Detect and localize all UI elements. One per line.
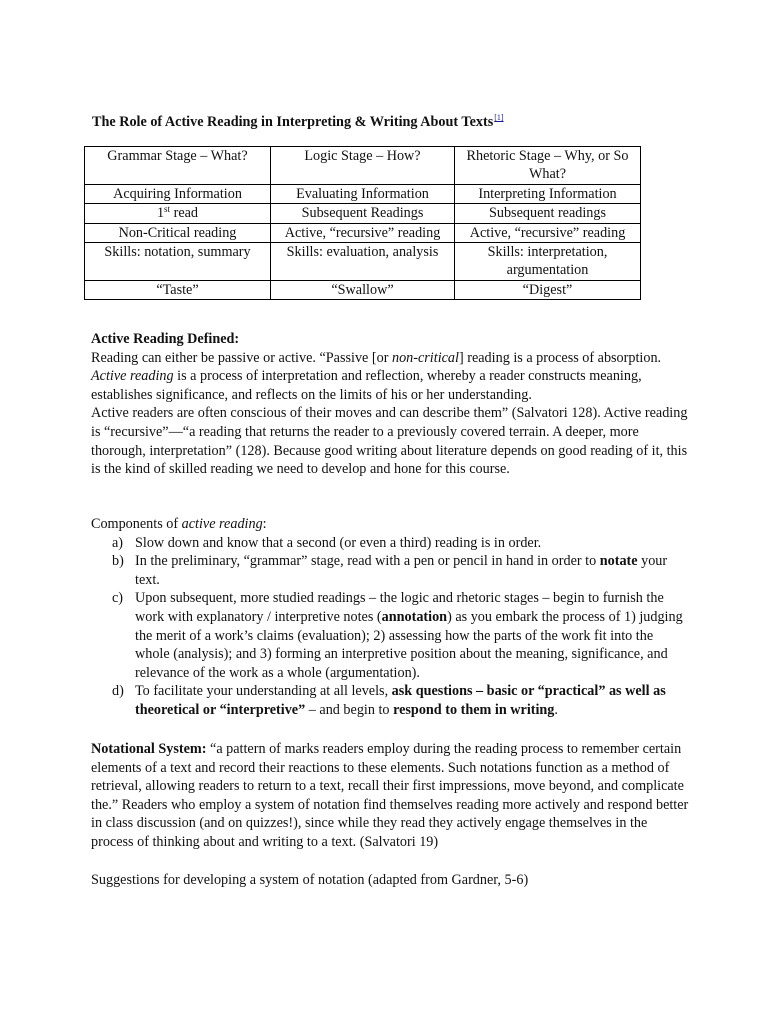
table-cell: Subsequent Readings xyxy=(271,204,455,223)
list-marker: b) xyxy=(112,553,124,570)
components-section xyxy=(91,515,691,720)
table-cell: Interpreting Information xyxy=(455,184,641,203)
text-run: is a process of interpretation and reflection, whereby a reader constructs meaning, establishes significance, and reflects on the limits of his or her understanding. xyxy=(91,368,642,403)
text-run: notate xyxy=(599,553,638,570)
text-run: . xyxy=(554,701,558,718)
first-read-superscript: st xyxy=(164,204,171,215)
table-row xyxy=(85,147,641,185)
table-cell: Skills: interpretation, argumentation xyxy=(455,243,641,281)
notation-section xyxy=(91,740,691,852)
table-row xyxy=(85,280,641,299)
list-marker: a) xyxy=(112,534,124,551)
table-cell: Logic Stage – How? xyxy=(271,147,455,185)
active-reading-section xyxy=(91,330,691,479)
table-cell: Active, “recursive” reading xyxy=(271,223,455,242)
document-title xyxy=(92,109,504,132)
text-run: : xyxy=(262,516,267,532)
table-cell: Acquiring Information xyxy=(85,184,271,203)
title-text: The Role of Active Reading in Interpreting & Writing About Texts xyxy=(92,114,494,130)
table-cell: Rhetoric Stage – Why, or So What? xyxy=(455,147,641,185)
section-heading: Active Reading Defined: xyxy=(91,331,240,347)
list-marker: c) xyxy=(112,590,124,607)
text-run: In the preliminary, “grammar” stage, read with a pen or pencil in hand in order to xyxy=(135,553,600,570)
text-run: “a pattern of marks readers employ during the reading process to remember certain elements of a text and record their reactions to these elements. Such notations function as a method of retrieval, allowing readers to return to a text, recall their first impressions, move beyond, and complicate the.” Readers who employ a system of notation find themselves reading more actively and respond better in class discussion (and on quizzes!), since while they read they actively engage themselves in the process of thinking about and writing to a text. (Salvatori 19) xyxy=(91,741,689,850)
text-run: ) as you embark the process of 1) judging the merit of a work’s claims (evaluation); 2) assessing how the parts of the work fit into the whole (analysis); and 3) forming an interpretive position about the meaning, significance, and relevance of the work as a whole (argumentation). xyxy=(135,608,683,681)
table-cell: Active, “recursive” reading xyxy=(455,223,641,242)
text-run: ask questions – basic or “practical” as well as theoretical or “interpretive” xyxy=(135,683,666,718)
list-item xyxy=(91,534,691,553)
text-run: annotation xyxy=(381,608,448,625)
table-cell: “Digest” xyxy=(455,280,641,299)
text-run: Upon subsequent, more studied readings – the logic and rhetoric stages – begin to furnish the work with explanatory / interpretive notes ( xyxy=(135,590,664,625)
table-cell xyxy=(85,204,271,223)
paragraph: Suggestions for developing a system of notation (adapted from Gardner, 5-6) xyxy=(91,872,529,888)
list-item xyxy=(91,552,691,589)
text-run: Slow down and know that a second (or even a third) reading is in order. xyxy=(135,534,542,551)
table-cell: Evaluating Information xyxy=(271,184,455,203)
text-run: your text. xyxy=(135,553,668,588)
paragraph xyxy=(91,740,691,852)
table-cell: “Swallow” xyxy=(271,280,455,299)
text-run: respond to them in writing xyxy=(393,701,555,718)
text-run: Active reading xyxy=(91,368,174,385)
list-item xyxy=(91,589,691,682)
table-cell: “Taste” xyxy=(85,280,271,299)
table-cell: Non-Critical reading xyxy=(85,223,271,242)
reading-stages-table xyxy=(84,146,641,300)
list-marker: d) xyxy=(112,683,124,700)
paragraph xyxy=(91,349,691,405)
text-run: non-critical xyxy=(391,349,459,366)
footnote-link[interactable]: [1] xyxy=(494,113,504,122)
components-list xyxy=(91,534,691,720)
table-cell: Skills: evaluation, analysis xyxy=(271,243,455,281)
table-row xyxy=(85,184,641,203)
text-run: ] reading is a process of absorption. xyxy=(458,349,662,366)
text-run: To facilitate your understanding at all levels, xyxy=(135,683,392,700)
text-run: Reading can either be passive or active. “Passive [or xyxy=(91,349,392,366)
paragraph: Active readers are often conscious of their moves and can describe them” (Salvatori 128). Active reading is “recursive”—“a reading that returns the reader to a previously covered terrain. A deeper, more thorough, interpretation” (128). Because good writing about literature depends on good reading of it, this is the kind of skilled reading we need to develop and hone for this course. xyxy=(91,405,688,478)
table-row xyxy=(85,243,641,281)
text-run: Components of xyxy=(91,516,182,532)
table-cell: Subsequent readings xyxy=(455,204,641,223)
first-read-suffix: read xyxy=(170,205,199,222)
text-run: active reading xyxy=(181,516,263,532)
table-cell: Skills: notation, summary xyxy=(85,243,271,281)
text-run: – and begin to xyxy=(305,701,394,718)
table-row xyxy=(85,223,641,242)
first-read-number: 1 xyxy=(156,205,165,222)
table-cell: Grammar Stage – What? xyxy=(85,147,271,185)
components-intro xyxy=(91,515,691,534)
table-row xyxy=(85,204,641,223)
suggestions-section xyxy=(91,871,691,890)
list-item xyxy=(91,682,691,719)
section-heading: Notational System: xyxy=(91,741,207,757)
